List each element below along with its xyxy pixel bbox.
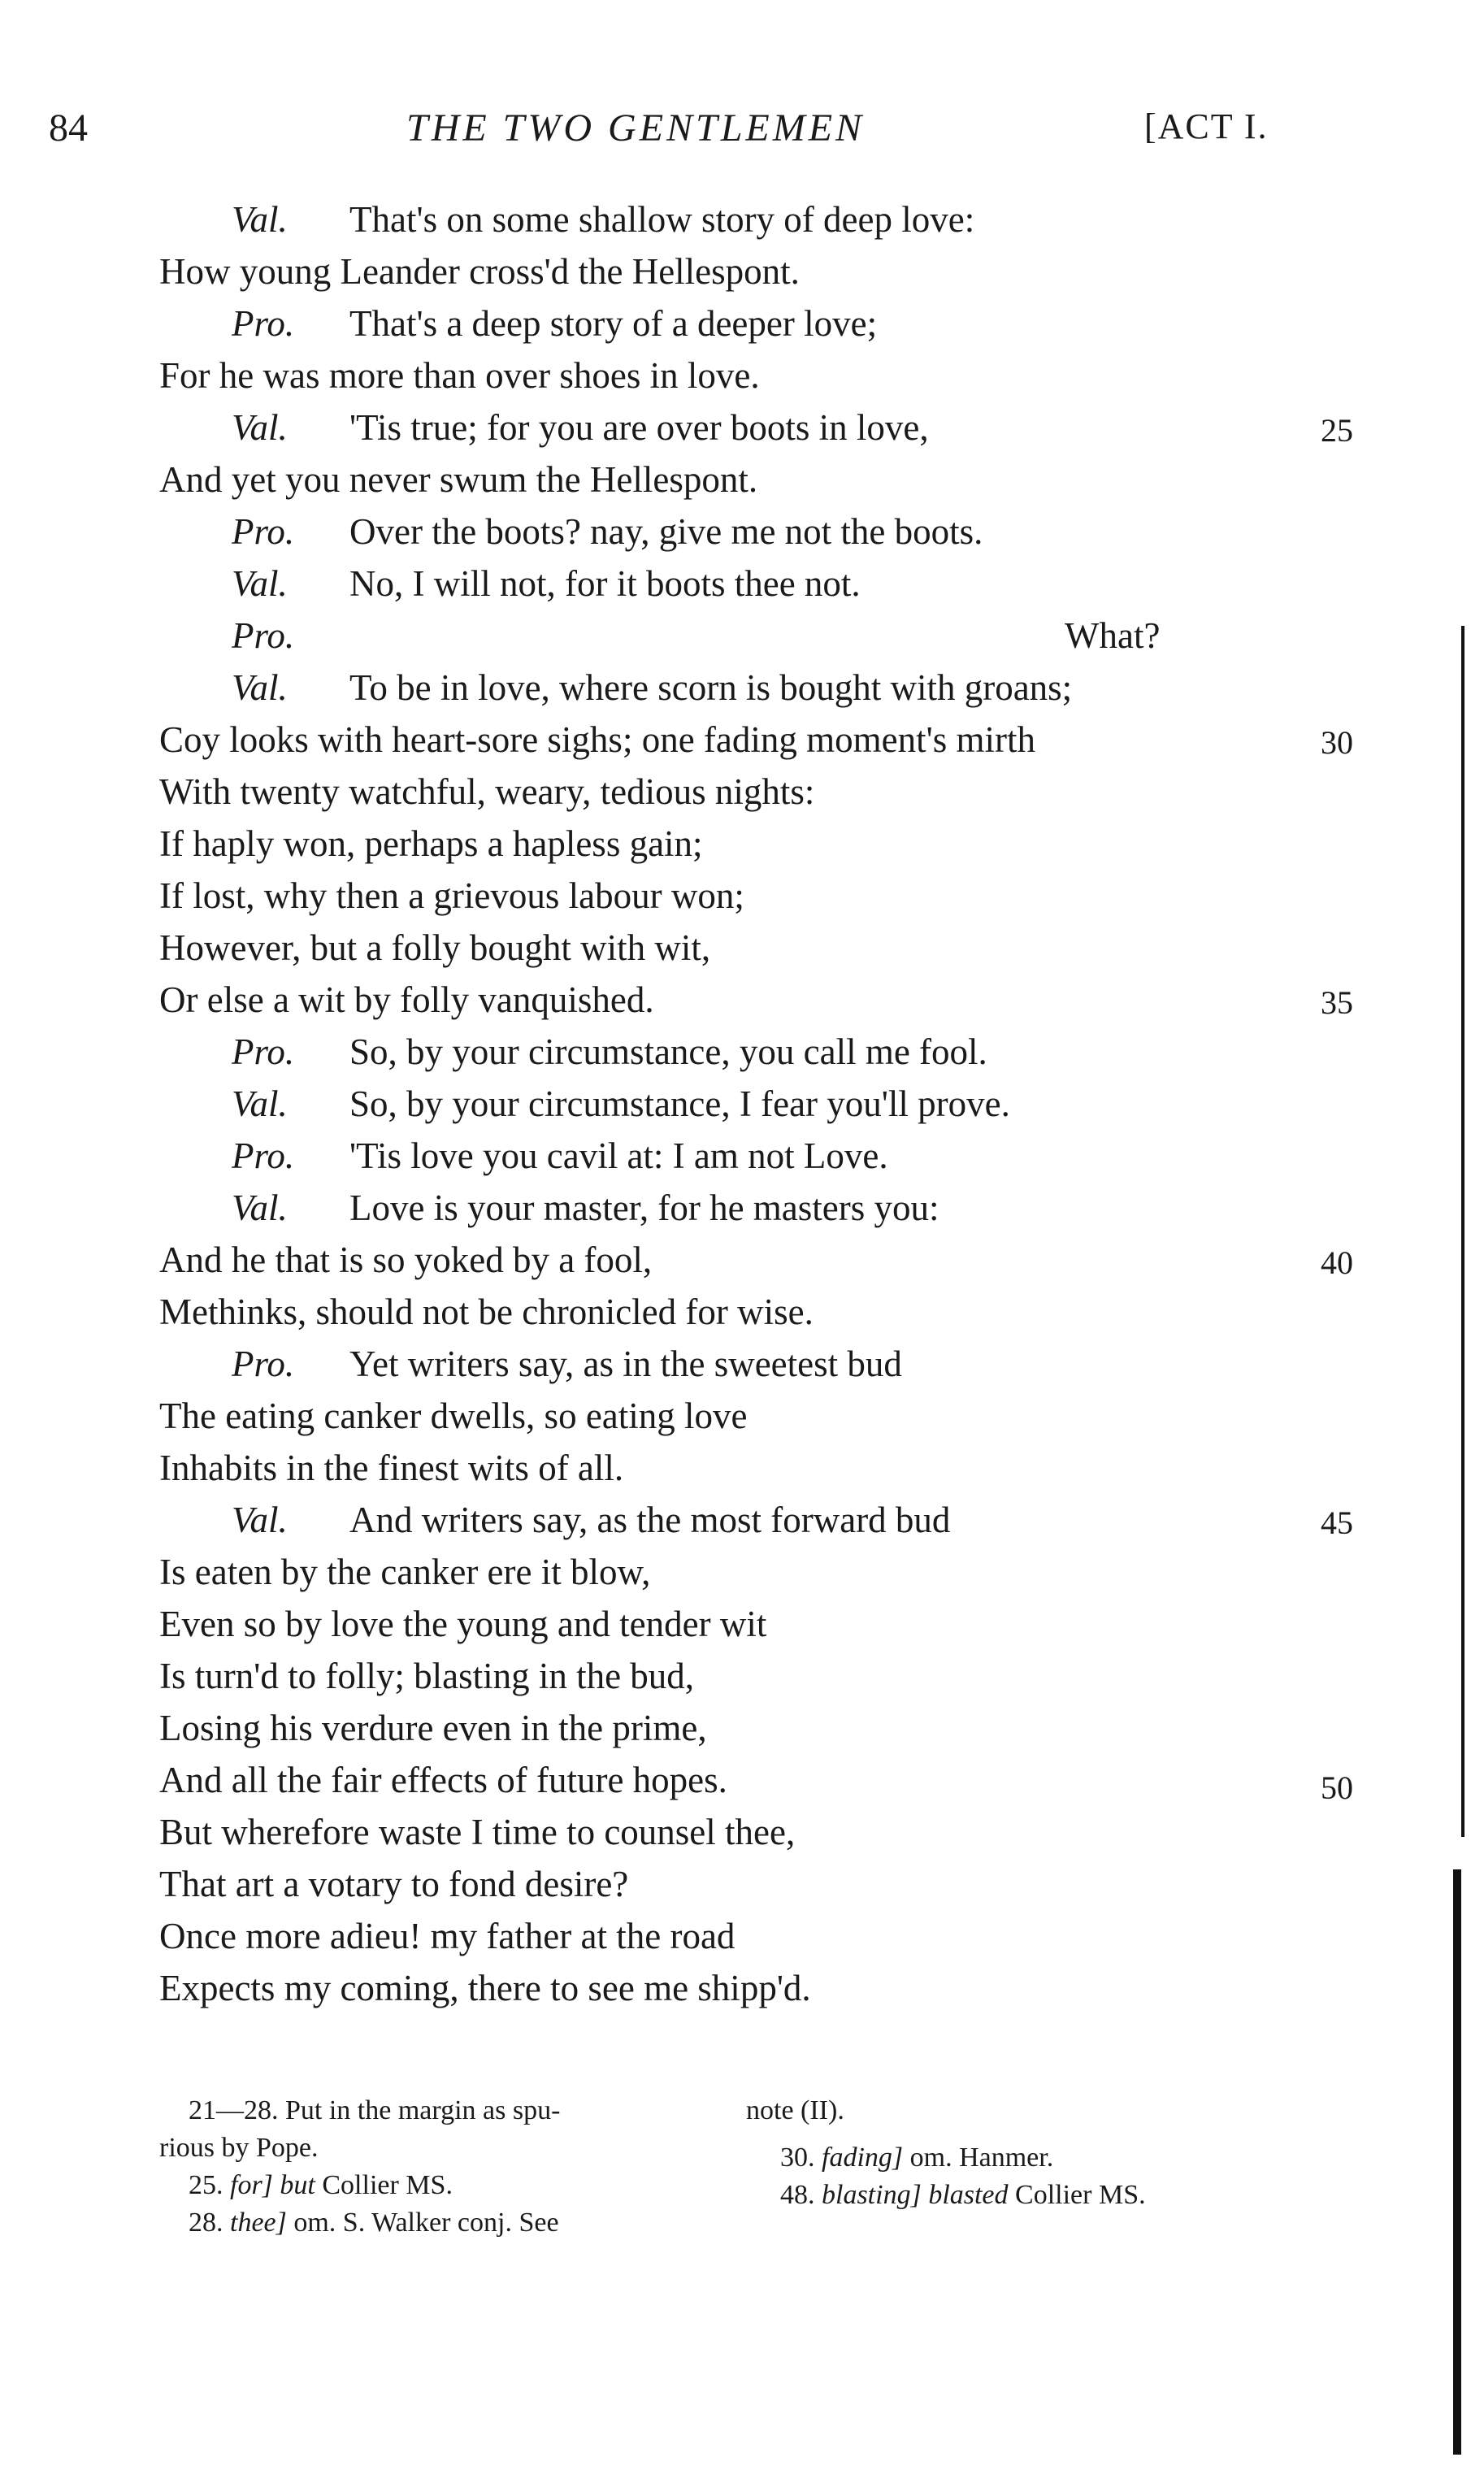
footnote-text: Collier MS. bbox=[322, 2170, 453, 2200]
verse-line bbox=[232, 1135, 888, 1176]
footnote-text: Collier MS. bbox=[1015, 2180, 1146, 2210]
footnote-lemma: thee] bbox=[230, 2208, 287, 2238]
line-text: Coy looks with heart-sore sighs; one fading moment's mirth bbox=[159, 719, 1035, 760]
verse-line bbox=[159, 875, 744, 916]
line-text: 'Tis love you cavil at: I am not Love. bbox=[349, 1135, 888, 1176]
verse-line bbox=[232, 1031, 987, 1072]
running-title: THE TWO GENTLEMEN bbox=[406, 106, 866, 150]
footnote-lemma: fading] bbox=[822, 2143, 904, 2173]
line-text: 'Tis true; for you are over boots in love, bbox=[349, 407, 929, 448]
speaker-name: Val. bbox=[232, 1500, 288, 1540]
verse-line bbox=[159, 823, 703, 864]
footnote-text: om. Hanmer. bbox=[909, 2143, 1054, 2173]
line-text: So, by your circumstance, I fear you'll prove. bbox=[349, 1083, 1010, 1124]
speaker-name: Pro. bbox=[232, 1031, 295, 1072]
line-text: How young Leander cross'd the Hellespont. bbox=[159, 251, 800, 292]
line-text: And all the fair effects of future hopes. bbox=[159, 1760, 727, 1800]
verse-line bbox=[232, 1502, 950, 1539]
verse-line bbox=[159, 1398, 748, 1435]
line-text: Even so by love the young and tender wit bbox=[159, 1604, 767, 1644]
footnote bbox=[189, 2209, 559, 2237]
speaker-name: Val. bbox=[232, 199, 288, 240]
line-text: Once more adieu! my father at the road bbox=[159, 1916, 735, 1956]
footnote bbox=[780, 2144, 1053, 2172]
line-text: So, by your circumstance, you call me fool. bbox=[349, 1031, 987, 1072]
speaker-name: Pro. bbox=[232, 615, 295, 656]
line-text: If lost, why then a grievous labour won; bbox=[159, 875, 744, 916]
footnote bbox=[746, 2097, 844, 2125]
line-text: And writers say, as the most forward bud bbox=[349, 1500, 951, 1540]
verse-line bbox=[159, 1239, 653, 1280]
footnote-text: om. S. Walker conj. See bbox=[293, 2208, 559, 2238]
verse-line bbox=[159, 1970, 811, 2007]
line-number: 30 bbox=[1321, 724, 1353, 761]
verse-line bbox=[159, 1918, 735, 1955]
verse-line bbox=[159, 1814, 795, 1851]
footnote-variant: but bbox=[280, 2170, 315, 2200]
footnote-text: rious by Pope. bbox=[159, 2133, 319, 2163]
verse-line bbox=[159, 251, 800, 292]
footnote-text: Put in the margin as spu- bbox=[285, 2095, 561, 2125]
footnote-ref: 48. bbox=[780, 2180, 815, 2210]
line-text: To be in love, where scorn is bought with groans; bbox=[349, 667, 1073, 708]
verse-line bbox=[159, 1450, 623, 1487]
footnote bbox=[159, 2134, 319, 2162]
line-text: Yet writers say, as in the sweetest bud bbox=[349, 1344, 902, 1384]
line-text: But wherefore waste I time to counsel thee, bbox=[159, 1812, 796, 1852]
line-text: For he was more than over shoes in love. bbox=[159, 355, 760, 396]
page-edge-line bbox=[1453, 1869, 1461, 2455]
line-text: That's a deep story of a deeper love; bbox=[349, 303, 878, 344]
line-number: 35 bbox=[1321, 984, 1353, 1021]
line-text: Or else a wit by folly vanquished. bbox=[159, 979, 654, 1020]
page-number: 84 bbox=[49, 106, 88, 150]
speaker-name: Pro. bbox=[232, 1135, 295, 1176]
line-text: With twenty watchful, weary, tedious nights: bbox=[159, 771, 815, 812]
line-text: Love is your master, for he masters you: bbox=[349, 1187, 939, 1228]
verse-line bbox=[159, 1762, 727, 1799]
footnote-lemma: blasting] bbox=[822, 2180, 922, 2210]
verse-line bbox=[159, 1606, 766, 1643]
act-label: [ACT I. bbox=[1144, 106, 1269, 146]
line-text: Losing his verdure even in the prime, bbox=[159, 1708, 707, 1748]
verse-line bbox=[159, 1710, 707, 1747]
speaker-name: Pro. bbox=[232, 303, 295, 344]
page-header bbox=[0, 106, 1484, 171]
footnote-variant: blasted bbox=[928, 2180, 1009, 2210]
verse-line bbox=[159, 927, 711, 968]
line-text: And yet you never swum the Hellespont. bbox=[159, 459, 758, 500]
line-text: If haply won, perhaps a hapless gain; bbox=[159, 823, 703, 864]
line-text: Expects my coming, there to see me shipp'd. bbox=[159, 1968, 811, 2008]
line-text: Methinks, should not be chronicled for wise. bbox=[159, 1292, 814, 1332]
speaker-name: Val. bbox=[232, 667, 288, 708]
speaker-name: Val. bbox=[232, 563, 288, 604]
verse-line bbox=[232, 1187, 939, 1228]
line-text: Over the boots? nay, give me not the boots. bbox=[349, 511, 983, 552]
footnote bbox=[189, 2172, 453, 2199]
line-text: Is turn'd to folly; blasting in the bud, bbox=[159, 1656, 695, 1696]
verse-line bbox=[232, 303, 878, 344]
speaker-name: Pro. bbox=[232, 1344, 295, 1384]
verse-line bbox=[232, 1346, 902, 1383]
speaker-name: Pro. bbox=[232, 511, 295, 552]
verse-line bbox=[159, 771, 815, 812]
line-number: 25 bbox=[1321, 412, 1353, 449]
verse-line bbox=[232, 511, 983, 552]
page-edge-line bbox=[1461, 626, 1464, 1837]
verse-line bbox=[159, 1294, 814, 1331]
verse-line bbox=[232, 199, 975, 240]
verse-line bbox=[159, 1866, 628, 1903]
verse-line bbox=[159, 979, 654, 1020]
verse-line bbox=[159, 719, 1035, 760]
footnote-ref: 28. bbox=[189, 2208, 223, 2238]
speaker-name: Val. bbox=[232, 1083, 288, 1124]
line-text: That's on some shallow story of deep love: bbox=[349, 199, 975, 240]
speaker-name: Val. bbox=[232, 1187, 288, 1228]
verse-line bbox=[159, 1658, 694, 1695]
verse-line bbox=[159, 459, 758, 500]
verse-line bbox=[232, 1083, 1010, 1124]
line-text: And he that is so yoked by a fool, bbox=[159, 1239, 653, 1280]
line-text: Is eaten by the canker ere it blow, bbox=[159, 1552, 651, 1592]
line-text: However, but a folly bought with wit, bbox=[159, 927, 711, 968]
footnote-text: note (II). bbox=[746, 2095, 844, 2125]
line-text: That art a votary to fond desire? bbox=[159, 1864, 629, 1904]
line-text: The eating canker dwells, so eating love bbox=[159, 1396, 748, 1436]
footnote-ref: 30. bbox=[780, 2143, 815, 2173]
speaker-name: Val. bbox=[232, 407, 288, 448]
verse-line bbox=[232, 667, 1073, 708]
line-number: 40 bbox=[1321, 1244, 1353, 1281]
line-text: Inhabits in the finest wits of all. bbox=[159, 1448, 624, 1488]
footnote-ref: 25. bbox=[189, 2170, 223, 2200]
verse-line bbox=[232, 407, 929, 448]
footnote-ref: 21—28. bbox=[189, 2095, 279, 2125]
footnote bbox=[780, 2182, 1146, 2209]
footnote bbox=[189, 2097, 560, 2125]
verse-line bbox=[232, 615, 1161, 656]
line-text: No, I will not, for it boots thee not. bbox=[349, 563, 861, 604]
line-number: 45 bbox=[1321, 1504, 1353, 1541]
verse-line bbox=[232, 563, 861, 604]
verse-line bbox=[159, 355, 760, 396]
line-text: What? bbox=[1065, 615, 1161, 656]
verse-line bbox=[159, 1554, 650, 1591]
footnote-lemma: for] bbox=[230, 2170, 273, 2200]
line-number: 50 bbox=[1321, 1769, 1353, 1806]
